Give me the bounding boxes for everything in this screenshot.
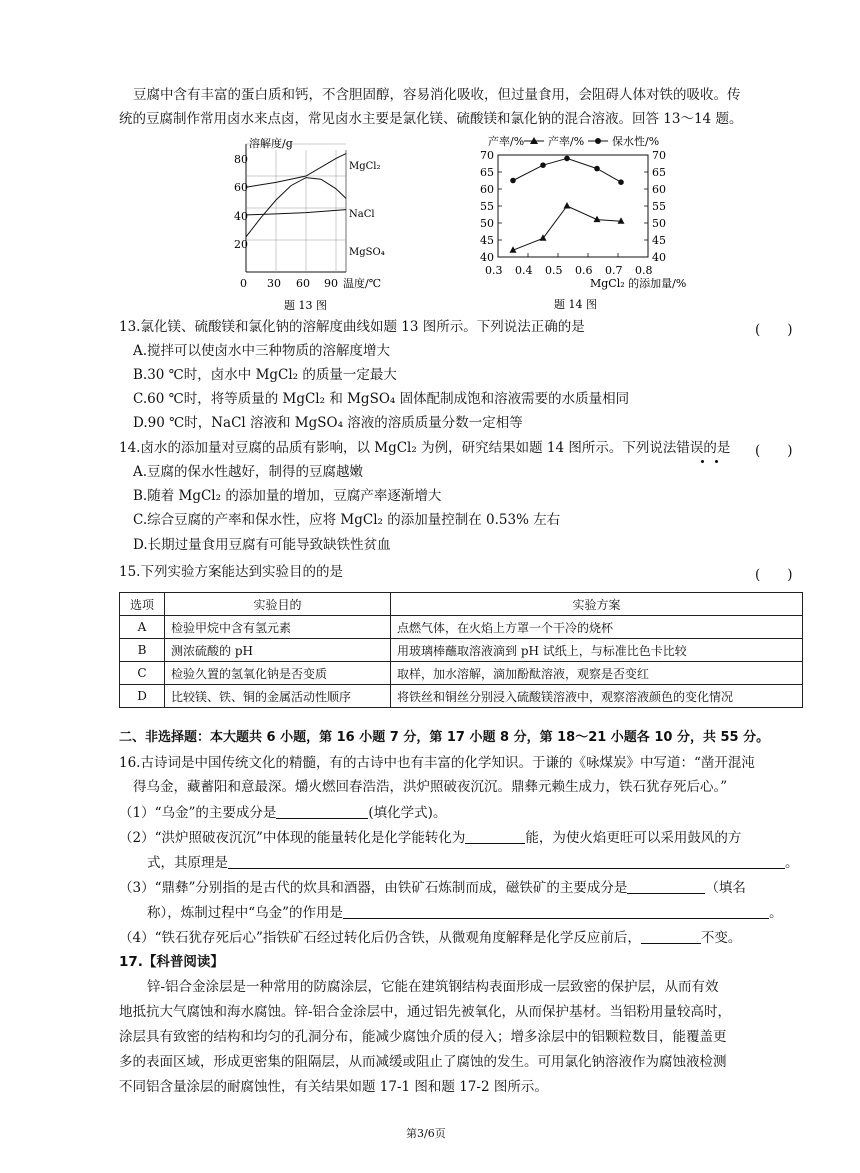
table-cell-plan: 点燃气体，在火焰上方罩一个干冷的烧杯 (391, 616, 803, 639)
figure-13-ytick-60: 60 (234, 181, 248, 194)
table-cell-plan: 用玻璃棒蘸取溶液滴到 pH 试纸上，与标准比色卡比较 (391, 639, 803, 662)
data-point (564, 156, 570, 162)
table-cell-option: B (120, 639, 165, 662)
figure-13-xtick-60: 60 (296, 277, 310, 290)
table-row (120, 616, 803, 639)
table-cell-option: C (120, 662, 165, 685)
table-cell-purpose: 测浓硫酸的 pH (165, 639, 391, 662)
figure-13-ytick-20: 20 (234, 238, 248, 251)
q16-part-4 (119, 929, 741, 947)
table-cell-purpose: 比较镁、铁、铜的金属活动性顺序 (165, 685, 391, 708)
figure-13-xtick-30: 30 (267, 277, 281, 290)
figure-13-grid (246, 144, 346, 272)
data-point (618, 179, 624, 185)
plot-frame (498, 155, 648, 257)
figure-13-xtick-90: 90 (324, 277, 338, 290)
figure-14-rtick-50: 50 (652, 217, 666, 230)
q17-line-2: 地抵抗大气腐蚀和海水腐蚀。锌-铝合金涂层中，通过铝先被氧化，从而保护基材。当铝粉用量较高时， (119, 1004, 732, 1020)
q16-part-3-text-b: （填名 (705, 880, 746, 896)
q14-option-c[interactable]: C.综合豆腐的产率和保水性，应将 MgCl₂ 的添加量控制在 0.53% 左右 (133, 512, 561, 528)
q14-option-d[interactable]: D.长期过量食用豆腐有可能导致缺铁性贫血 (133, 537, 391, 553)
legend-yield: 产率/% (548, 135, 585, 148)
table-cell-plan: 取样，加水溶解，滴加酚酞溶液，观察是否变红 (391, 662, 803, 685)
q16-part-2-text: （2）“洪炉照破夜沉沉”中体现的能量转化是化学能转化为 (119, 830, 466, 846)
series-line (246, 154, 346, 188)
figure-13-ylabel: 溶解度/g (249, 137, 293, 150)
emphasis-dot (715, 460, 718, 463)
figure-14-ylabel: 产率/% (488, 135, 525, 148)
figure-14-xtick-0.4: 0.4 (515, 264, 533, 277)
figure-14-xtick-0.3: 0.3 (485, 264, 503, 277)
q14-option-a[interactable]: A.豆腐的保水性越好，制得的豆腐越嫩 (133, 464, 364, 480)
intro-line-1: 豆腐中含有丰富的蛋白质和钙，不含胆固醇，容易消化吸收，但过量食用，会阻碍人体对铁的吸收。传 (133, 87, 741, 103)
q17-line-3: 涂层具有致密的结构和均匀的孔洞分布，能减少腐蚀介质的侵入；增多涂层中的铝颗粒数目，能覆盖更 (119, 1029, 727, 1045)
figure-14-rtick-60: 60 (652, 183, 666, 196)
q13-answer-paren[interactable]: ( ) (755, 322, 793, 338)
answer-blank[interactable] (641, 929, 701, 944)
figure-14-legend (524, 134, 659, 148)
q16-part-1 (119, 804, 446, 822)
period: 。 (769, 905, 783, 921)
q16-part-3-text-c: 称），炼制过程中“乌金”的作用是 (147, 905, 344, 921)
figure-14-rtick-45: 45 (652, 234, 666, 247)
table-cell-plan: 将铁丝和铜丝分别浸入硫酸镁溶液中，观察溶液颜色的变化情况 (391, 685, 803, 708)
table-header-row (120, 593, 803, 616)
q16-part-2 (119, 829, 741, 847)
table-header-plan: 实验方案 (391, 593, 803, 616)
figure-13-xlabel: 温度/℃ (343, 277, 382, 290)
answer-blank[interactable] (276, 804, 368, 819)
emphasis-dot (701, 460, 704, 463)
q16-part-3-text: （3）“鼎彝”分别指的是古代的炊具和酒器，由铁矿石炼制而成，磁铁矿的主要成分是 (119, 880, 628, 896)
answer-blank[interactable] (465, 829, 525, 844)
q15-answer-paren[interactable]: ( ) (755, 567, 793, 583)
q16-part-4-text: （4）“铁石犹存死后心”指铁矿石经过转化后仍含铁，从微观角度解释是化学反应前后， (119, 930, 641, 946)
q13-option-a[interactable]: A.搅拌可以使卤水中三种物质的溶解度增大 (133, 343, 391, 359)
figure-14-xtick-0.7: 0.7 (605, 264, 623, 277)
section-2-heading: 二、非选择题：本大题共 6 小题，第 16 小题 7 分，第 17 小题 8 分，第 18～21 小题各 10 分，共 55 分。 (119, 730, 770, 745)
figure-13-label-mgcl2: MgCl₂ (349, 161, 381, 172)
figure-14-series (510, 156, 625, 253)
figure-14-ltick-65: 65 (480, 166, 494, 179)
series-line (246, 178, 346, 237)
figure-13-series (246, 154, 346, 237)
q13-option-c[interactable]: C.60 ℃时，将等质量的 MgCl₂ 和 MgSO₄ 固体配制成饱和溶液需要的水质量相同 (133, 391, 630, 407)
figure-14-chart (476, 131, 696, 314)
q17-heading: 17.【科普阅读】 (119, 954, 224, 970)
table-cell-purpose: 检验久置的氢氧化钠是否变质 (165, 662, 391, 685)
figure-14-ltick-60: 60 (480, 183, 494, 196)
intro-line-2: 统的豆腐制作常用卤水来点卤，常见卤水主要是氯化镁、硫酸镁和氯化钠的混合溶液。回答 13～14 题。 (119, 111, 743, 127)
q16-part-1-text: （1）“乌金”的主要成分是 (119, 805, 277, 821)
series-line (513, 206, 621, 250)
figure-14-xtick-0.5: 0.5 (545, 264, 563, 277)
table-header-purpose: 实验目的 (165, 593, 391, 616)
q14-answer-paren[interactable]: ( ) (755, 443, 793, 459)
table-cell-option: A (120, 616, 165, 639)
series-line (246, 210, 346, 215)
q14-option-b[interactable]: B.随着 MgCl₂ 的添加量的增加，豆腐产率逐渐增大 (133, 488, 442, 504)
figure-14-ltick-45: 45 (480, 234, 494, 247)
table-row (120, 639, 803, 662)
answer-blank[interactable] (228, 854, 785, 869)
q16-part-2-line-2 (147, 854, 799, 872)
figure-14-rtick-55: 55 (652, 200, 666, 213)
legend-water: 保水性/% (612, 135, 660, 148)
figure-14-rtick-70: 70 (652, 149, 666, 162)
figure-14-rtick-65: 65 (652, 166, 666, 179)
figure-13-label-nacl: NaCl (349, 209, 375, 220)
series-line (513, 158, 621, 182)
table-row (120, 685, 803, 708)
experiment-table (119, 592, 803, 708)
q16-part-3-line-2 (147, 904, 783, 922)
figure-14-ltick-40: 40 (480, 251, 494, 264)
q16-part-2-text-c: 式，其原理是 (147, 855, 228, 871)
answer-blank[interactable] (627, 879, 705, 894)
q13-option-b[interactable]: B.30 ℃时，卤水中 MgCl₂ 的质量一定最大 (133, 367, 397, 383)
q16-part-4-suffix: 不变。 (700, 930, 742, 946)
figure-14-ltick-50: 50 (480, 217, 494, 230)
figure-14-xlabel: MgCl₂ 的添加量/% (590, 277, 687, 290)
page-number: 第3/6页 (406, 1127, 446, 1140)
q16-part-1-suffix: (填化学式)。 (368, 805, 447, 821)
figure-14-xtick-0.6: 0.6 (575, 264, 593, 277)
q16-stem-line-1: 16.古诗词是中国传统文化的精髓，有的古诗中也有丰富的化学知识。于谦的《咏煤炭》中写道：“凿开混沌 (119, 755, 755, 771)
q15-stem: 15.下列实验方案能达到实验目的的是 (119, 564, 343, 580)
figure-13-xtick-0: 0 (240, 277, 247, 290)
data-point (594, 166, 600, 172)
data-point (540, 162, 546, 168)
data-point (564, 202, 571, 209)
data-point (618, 217, 625, 224)
figure-13-ytick-80: 80 (234, 153, 248, 166)
answer-blank[interactable] (343, 904, 769, 919)
table-header-option: 选项 (120, 593, 165, 616)
figure-14-rtick-40: 40 (652, 251, 666, 264)
figure-13-label-mgso4: MgSO₄ (349, 247, 385, 258)
q16-part-3 (119, 879, 746, 897)
table-row (120, 662, 803, 685)
q17-line-5: 不同铝含量涂层的耐腐蚀性，有关结果如题 17-1 图和题 17-2 图所示。 (119, 1079, 548, 1095)
figure-13-caption: 题 13 图 (284, 299, 327, 312)
q13-option-d[interactable]: D.90 ℃时，NaCl 溶液和 MgSO₄ 溶液的溶质质量分数一定相等 (133, 415, 523, 431)
period: 。 (785, 855, 799, 871)
q17-line-4: 多的表面区域，形成更密集的阻隔层，从而减缓或阻止了腐蚀的发生。可用氯化钠溶液作为腐蚀液检测 (119, 1054, 727, 1070)
figure-14-ltick-70: 70 (480, 149, 494, 162)
data-point (510, 178, 516, 184)
q13-stem: 13.氯化镁、硫酸镁和氯化钠的溶解度曲线如题 13 图所示。下列说法正确的是 (119, 319, 585, 335)
figure-14-xtick-0.8: 0.8 (635, 264, 653, 277)
figure-14-caption: 题 14 图 (554, 298, 597, 311)
q14-stem: 14.卤水的添加量对豆腐的品质有影响，以 MgCl₂ 为例，研究结果如题 14 图所示。下列说法错误的是 (119, 440, 731, 456)
figure-14-axes (498, 155, 648, 257)
q17-line-1: 锌-铝合金涂层是一种常用的防腐涂层，它能在建筑钢结构表面形成一层致密的保护层，从而有效 (147, 979, 719, 995)
q16-stem-line-2: 得乌金，藏蓄阳和意最深。爝火燃回春浩浩，洪炉照破夜沉沉。鼎彝元赖生成力，铁石犹存死后心。” (133, 779, 728, 795)
figure-14-ltick-55: 55 (480, 200, 494, 213)
table-cell-option: D (120, 685, 165, 708)
figure-13-chart (222, 134, 402, 312)
q16-part-2-text-b: 能，为使火焰更旺可以采用鼓风的方 (525, 830, 742, 846)
figure-13-ytick-40: 40 (234, 210, 248, 223)
table-cell-purpose: 检验甲烷中含有氢元素 (165, 616, 391, 639)
